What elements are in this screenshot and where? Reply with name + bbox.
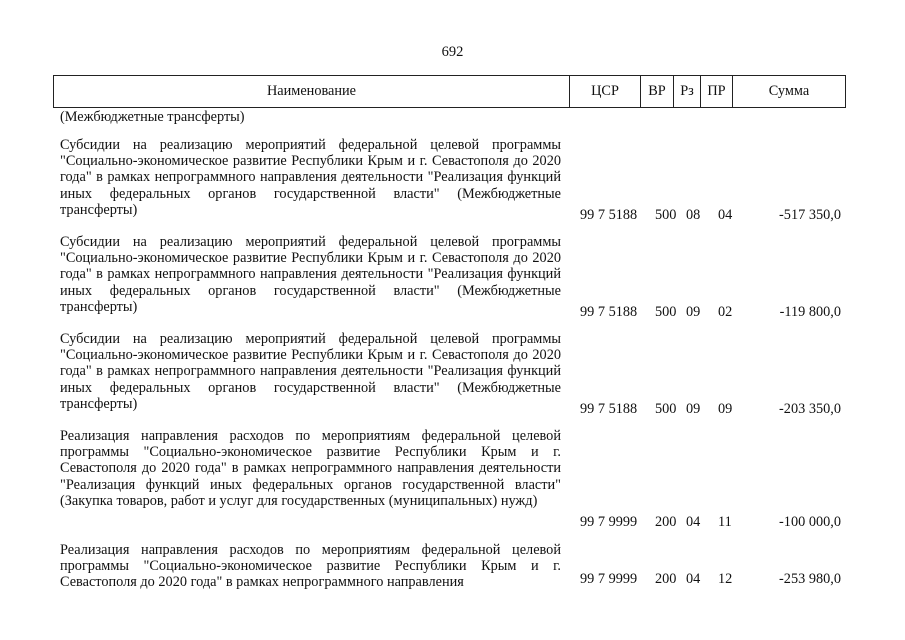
page-number: 692 <box>441 44 464 60</box>
row-name: Субсидии на реализацию мероприятий федеральной целевой программы "Социально-экономическое развитие Республики Крым и г. Севастополя до 2020 года" в рамках непрограммного направления деятельности "Реализация функций иных федеральных органов государственной власти" (Межбюджетные трансферты) <box>60 234 561 315</box>
row-csr: 99 7 9999 <box>580 514 638 530</box>
row-pr: 02 <box>718 304 733 320</box>
row-name: Реализация направления расходов по мероприятиям федеральной целевой программы "Социально-экономическое развитие Республики Крым и г. Севастополя до 2020 года" в рамках непрограммного направления деятельности "Реализация функций иных федеральных органов государственной власти" (Закупка товаров, работ и услуг для государственных (муниципальных) нужд) <box>60 428 561 509</box>
header-rz: Рз <box>674 76 701 107</box>
header-vr: ВР <box>641 76 674 107</box>
row-vr: 200 <box>655 514 677 530</box>
row-csr: 99 7 9999 <box>580 571 638 587</box>
row-sum: -119 800,0 <box>779 304 841 320</box>
row-pr: 04 <box>718 207 733 223</box>
row-name: Субсидии на реализацию мероприятий федеральной целевой программы "Социально-экономическое развитие Республики Крым и г. Севастополя до 2020 года" в рамках непрограммного направления деятельности "Реализация функций иных федеральных органов государственной власти" (Межбюджетные трансферты) <box>60 137 561 218</box>
row-rz: 04 <box>686 514 701 530</box>
row-name: Субсидии на реализацию мероприятий федеральной целевой программы "Социально-экономическое развитие Республики Крым и г. Севастополя до 2020 года" в рамках непрограммного направления деятельности "Реализация функций иных федеральных органов государственной власти" (Межбюджетные трансферты) <box>60 331 561 412</box>
header-name: Наименование <box>54 76 570 107</box>
row-rz: 09 <box>686 401 701 417</box>
row-rz: 08 <box>686 207 701 223</box>
row-vr: 500 <box>655 304 677 320</box>
row-sum: -253 980,0 <box>779 571 841 587</box>
continuation-text: (Межбюджетные трансферты) <box>60 109 245 125</box>
header-pr: ПР <box>701 76 733 107</box>
row-sum: -203 350,0 <box>779 401 841 417</box>
row-sum: -517 350,0 <box>779 207 841 223</box>
row-vr: 500 <box>655 207 677 223</box>
row-rz: 09 <box>686 304 701 320</box>
row-name: Реализация направления расходов по мероприятиям федеральной целевой программы "Социально-экономическое развитие Республики Крым и г. Севастополя до 2020 года" в рамках непрограммного направления <box>60 542 561 591</box>
header-sum: Сумма <box>768 83 810 99</box>
header-csr: ЦСР <box>570 76 641 107</box>
row-sum: -100 000,0 <box>779 514 841 530</box>
table-header <box>53 75 846 108</box>
row-csr: 99 7 5188 <box>580 401 638 417</box>
row-pr: 11 <box>718 514 732 530</box>
row-pr: 09 <box>718 401 733 417</box>
row-vr: 500 <box>655 401 677 417</box>
row-pr: 12 <box>718 571 733 587</box>
row-csr: 99 7 5188 <box>580 304 638 320</box>
row-rz: 04 <box>686 571 701 587</box>
row-csr: 99 7 5188 <box>580 207 638 223</box>
row-vr: 200 <box>655 571 677 587</box>
